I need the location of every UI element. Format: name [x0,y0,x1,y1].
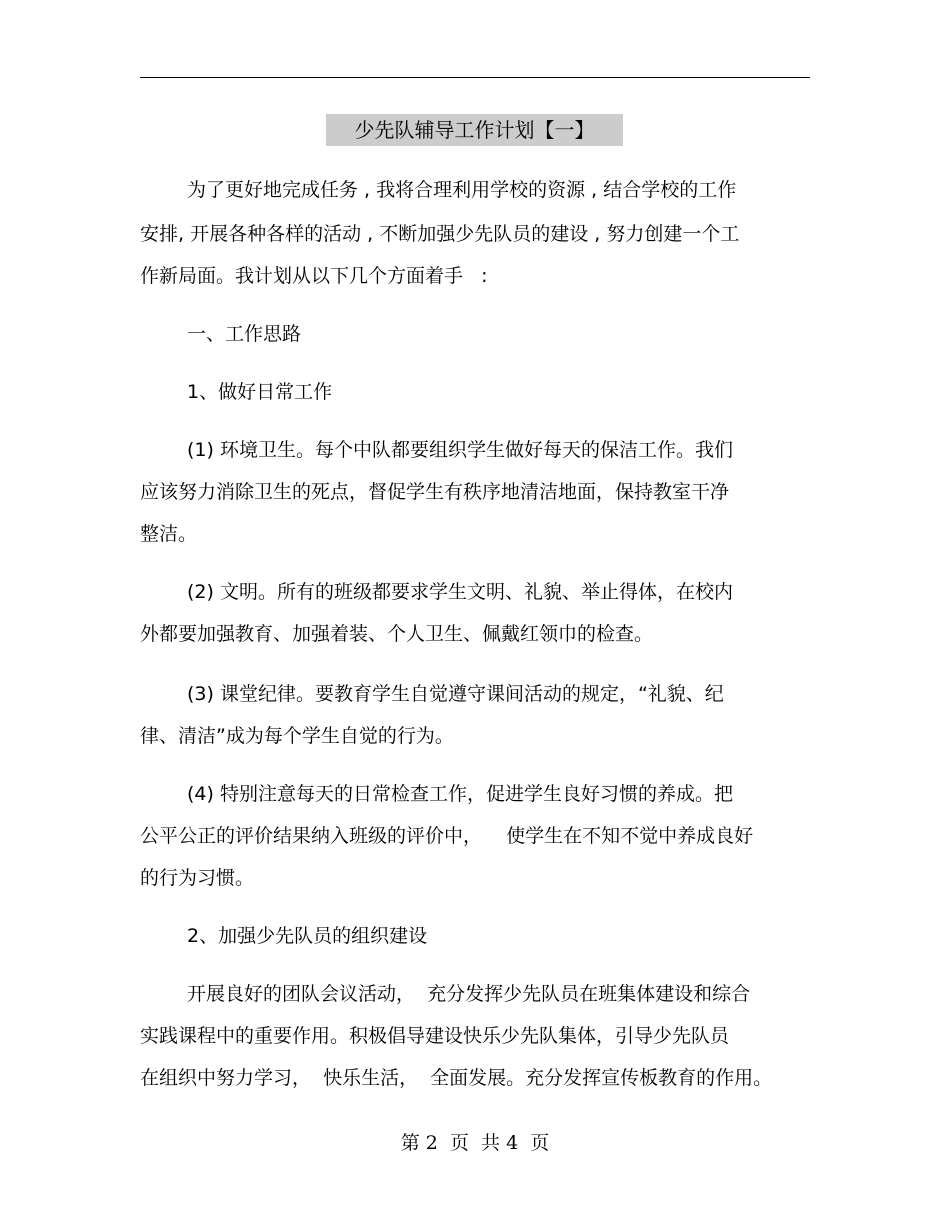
text-line: 为了更好地完成任务 , 我将合理利用学校的资源 , 结合学校的工作 [187,179,737,201]
text-line: (4) 特别注意每天的日常检查工作，促进学生良好习惯的养成。把 [187,783,733,805]
text-line: 安排, 开展各种各样的活动 , 不断加强少先队员的建设 , 努力创建一个工 [140,223,740,245]
text-line: (2) 文明。所有的班级都要求学生文明、礼貌、举止得体，在校内 [187,581,733,603]
text-line: 整洁。 [140,523,198,545]
page-number: 第 2 页 共 4 页 [400,1132,550,1154]
text-line: 应该努力消除卫生的死点，督促学生有秩序地清洁地面，保持教室干净 [140,481,730,503]
subsection-heading: 1、做好日常工作 [187,381,333,403]
text-line: 公平公正的评价结果纳入班级的评价中， 使学生在不知不觉中养成良好 [140,825,754,847]
text-line: 律、清洁”成为每个学生自觉的行为。 [140,725,454,747]
subsection-heading: 2、加强少先队员的组织建设 [187,925,428,947]
header-rule [140,77,810,78]
text-line: (3) 课堂纪律。要教育学生自觉遵守课间活动的规定，“礼貌、纪 [187,683,724,705]
document-title: 少先队辅导工作计划【一】 [326,114,623,146]
text-line: 作新局面。我计划从以下几个方面着手 : [140,265,488,287]
text-line: 实践课程中的重要作用。积极倡导建设快乐少先队集体，引导少先队员 [140,1025,730,1047]
text-line: 开展良好的团队会议活动， 充分发挥少先队员在班集体建设和综合 [187,983,751,1005]
text-line: 在组织中努力学习， 快乐生活， 全面发展。充分发挥宣传板教育的作用。 [140,1067,773,1089]
text-line: (1) 环境卫生。每个中队都要组织学生做好每天的保洁工作。我们 [187,439,733,461]
text-line: 外都要加强教育、加强着装、个人卫生、佩戴红领巾的检查。 [140,623,654,645]
text-line: 的行为习惯。 [140,867,255,889]
section-heading: 一、工作思路 [187,323,302,345]
